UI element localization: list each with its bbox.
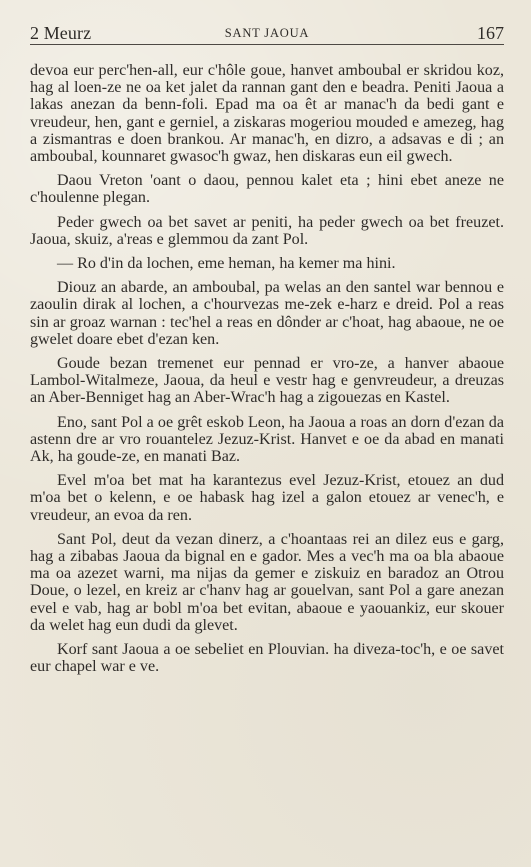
body-text xyxy=(30,62,504,676)
header-title: SANT JAOUA xyxy=(224,26,310,40)
paragraph: Korf sant Jaoua a oe sebeliet en Plouvian. ha diveza-toc'h, e oe savet eur chapel war e ve. xyxy=(30,641,504,676)
paragraph: Sant Pol, deut da vezan dinerz, a c'hoantaas rei an dilez eus e garg, hag a zibabas Jaoua da bignal en e gador. Mes a vec'h ma oa bla abaoue ma oa azezet warni, ma nijas da gemer e ziskuiz en baradoz an Otrou Doue, o lezel, en kreiz ar c'hanv hag ar gouelvan, sant Pol a gare anezan evel e vab, hag ar bobl m'oa bet evitan, abaoue e yaouankiz, eur skouer da welet hag eun dudi da glevet. xyxy=(30,530,504,634)
paragraph: Eno, sant Pol a oe grêt eskob Leon, ha Jaoua a roas an dorn d'ezan da astenn dre ar vro rouantelez Jezuz-Krist. Hanvet e oe da abad en manati Ak, ha goude-ze, en manati Baz. xyxy=(30,413,504,466)
paragraph: Daou Vreton 'oant o daou, pennou kalet eta ; hini ebet aneze ne c'houlenne plegan. xyxy=(30,172,504,207)
paragraph: Peder gwech oa bet savet ar peniti, ha peder gwech oa bet freuzet. Jaoua, skuiz, a'reas e glemmou da zant Pol. xyxy=(30,213,504,248)
header-date: 2 Meurz xyxy=(30,23,92,43)
page-number: 167 xyxy=(477,23,504,43)
paragraph: Goude bezan tremenet eur pennad er vro-ze, a hanver abaoue Lambol-Witalmeze, Jaoua, da heul e vestr hag e genvreudeur, a dreuzas an Aber-Benniget hag an Aber-Wrac'h hag a zigouezas en Kastel. xyxy=(30,355,504,407)
paragraph-continued: devoa eur perc'hen-all, eur c'hôle goue, hanvet amboubal er skridou koz, hag al loen-ze ne oa ket jalet da rannan gant den e beadra. Peniti Jaoua a lakas anezan da benn-foli. Epad ma oa êt ar manac'h da bedi gant e vreudeur, hen, gant e gerniel, a ziskaras mogeriou mouded e amezeg, hag a zismantras e doen brankou. Ar manac'h, en dizro, a adsavas e di ; an amboubal, kounnaret gwasoc'h gwaz, hen diskaras eun eil gwech. xyxy=(30,62,504,166)
running-header xyxy=(30,20,504,45)
paragraph: — Ro d'in da lochen, eme heman, ha kemer ma hini. xyxy=(57,255,396,273)
paragraph: Diouz an abarde, an amboubal, pa welas an den santel war bennou e zaoulin dirak al lochen, a c'hourvezas me-zek e-harz e dreid. Pol a reas sin ar groaz warnan : tec'hel a reas en dônder ar c'hoat, hag abaoue, ne oe gwelet doare ebet d'ezan ken. xyxy=(30,279,504,348)
paragraph: Evel m'oa bet mat ha karantezus evel Jezuz-Krist, etouez an dud m'oa bet o kelenn, e oe habask hag izel a galon etouez ar venec'h, e vreudeur, an evoa da ren. xyxy=(30,472,504,524)
